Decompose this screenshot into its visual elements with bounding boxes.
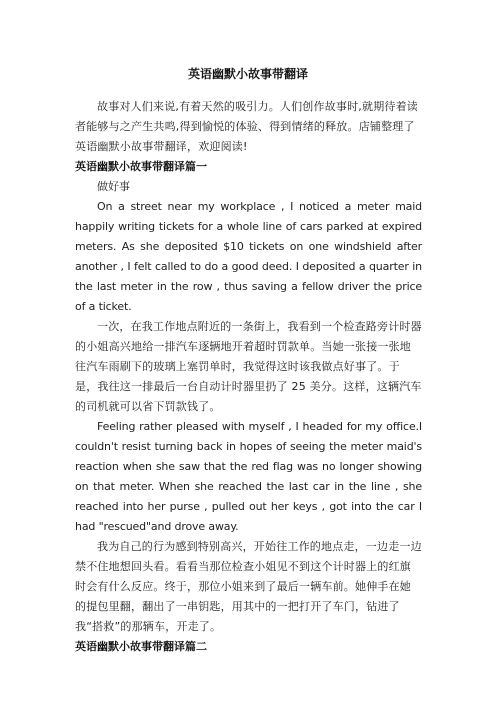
section-heading-1: 英语幽默小故事带翻译篇一	[75, 160, 207, 173]
section-heading-2: 英语幽默小故事带翻译篇二	[75, 640, 207, 653]
paragraph-chinese-1: 一次，在我工作地点附近的一条街上，我看到一个检查路旁计时器的小姐高兴地给一排汽车逐辆地开着超时罚款单。当她一张接一张地往汽车雨刷下的玻璃上塞罚单时，我觉得这时该我做点好事了。于是，我往这一排最后一台自动计时器里扔了 25 美分。这样，这辆汽车的司机就可以省下罚款钱了。	[75, 320, 422, 413]
story-title: 做好事	[97, 180, 130, 193]
paragraph-english-2: Feeling rather pleased with myself , I headed for my office.I couldn't resist turning back in hopes of seeing the meter maid's reaction when she saw that the red flag was no longer showing on that meter. When she reached the last car in the line , she reached into her purse , pulled out her keys , got into the car I had "rescued"and drove away.	[75, 420, 422, 533]
document-body	[75, 97, 422, 657]
document-title: 英语幽默小故事带翻译	[187, 67, 308, 81]
paragraph-english-1: On a street near my workplace , I noticed a meter maid happily writing tickets for a whole line of cars parked at expired meters. As she deposited $10 tickets on one windshield after another , I felt called to do a good deed. I deposited a quarter in the last meter in the row , thus saving a fellow driver the price of a ticket.	[75, 200, 422, 313]
paragraph-chinese-2: 我为自己的行为感到特别高兴，开始往工作的地点走，一边走一边禁不住地想回头看。看看当那位检查小姐见不到这个计时器上的红旗时会有什么反应。终于，那位小姐来到了最后一辆车前。她伸手在她的提包里翻，翻出了一串钥匙，用其中的一把打开了车门，钻进了我“搭救”的那辆车，开走了。	[75, 540, 422, 633]
intro-paragraph: 故事对人们来说,有着天然的吸引力。人们创作故事时,就期待着读者能够与之产生共鸣,得到愉悦的体验、得到情绪的释放。店铺整理了英语幽默小故事带翻译，欢迎阅读!	[75, 100, 418, 153]
